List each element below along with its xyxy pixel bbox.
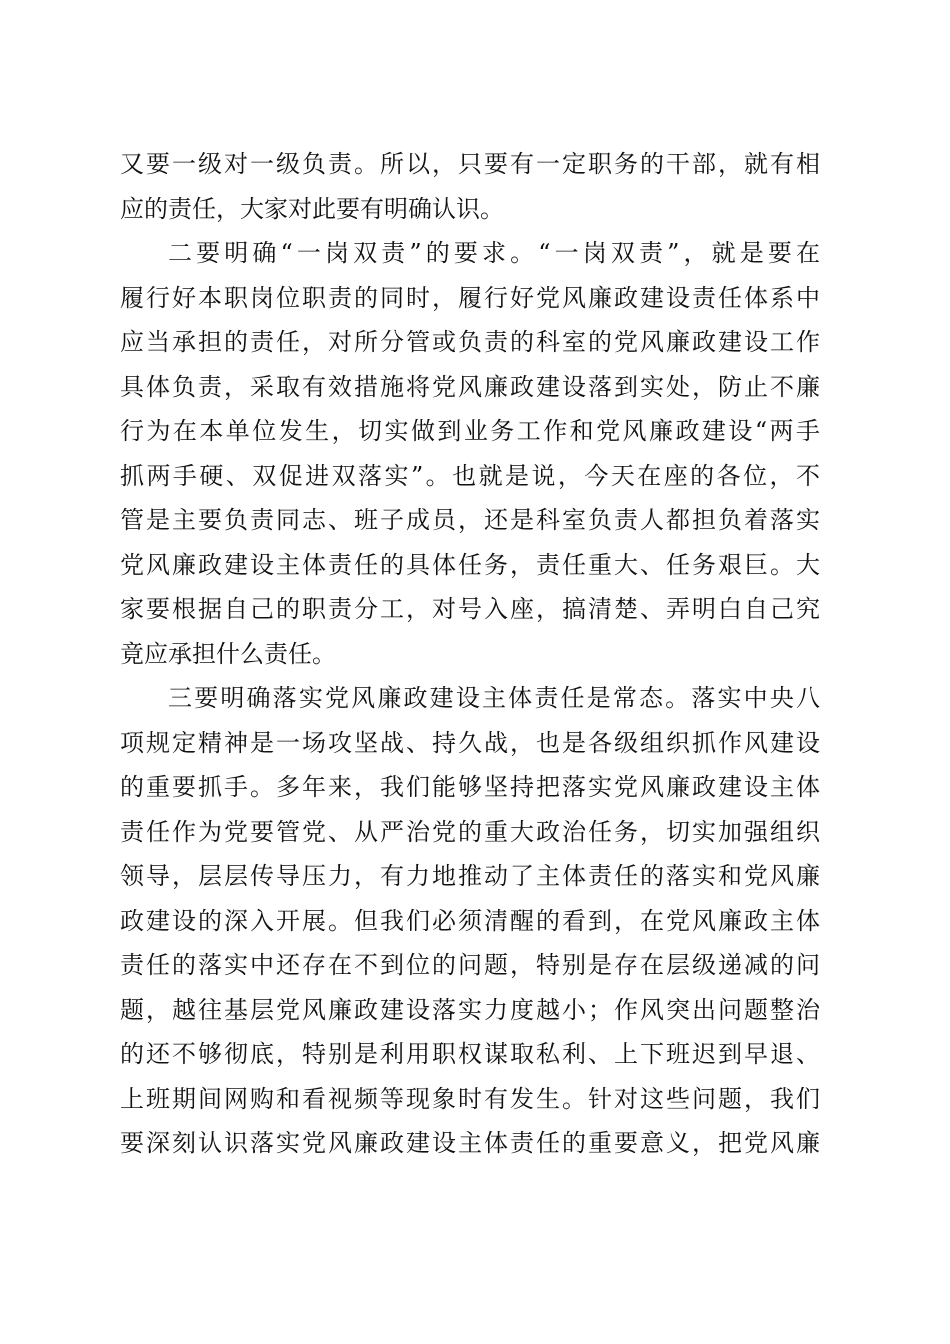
text-line: 竟应承担什么责任。 <box>120 639 336 668</box>
text-line: 的重要抓手。多年来，我们能够坚持把落实党风廉政建设主体 <box>120 773 820 801</box>
text-line: 党风廉政建设主体责任的具体任务，责任重大、任务艰巨。大 <box>120 550 820 579</box>
text-line: 具体负责，采取有效措施将党风廉政建设落到实处，防止不廉 <box>120 372 820 401</box>
text-line: 履行好本职岗位职责的同时，履行好党风廉政建设责任体系中 <box>120 283 820 312</box>
text-line: 家要根据自己的职责分工，对号入座，搞清楚、弄明白自己究 <box>120 595 820 623</box>
text-line: 应当承担的责任，对所分管或负责的科室的党风廉政建设工作 <box>120 328 820 356</box>
text-line: 应的责任，大家对此要有明确认识。 <box>120 194 504 223</box>
text-line: 责任的落实中还存在不到位的问题，特别是存在层级递减的问 <box>120 951 820 979</box>
text-line: 二要明确“一岗双责”的要求。“一岗双责”，就是要在 <box>168 239 820 267</box>
text-line: 行为在本单位发生，切实做到业务工作和党风廉政建设“两手 <box>120 417 820 445</box>
text-line: 又要一级对一级负责。所以，只要有一定职务的干部，就有相 <box>120 150 820 178</box>
text-line: 抓两手硬、双促进双落实”。也就是说，今天在座的各位，不 <box>120 461 820 490</box>
text-line: 领导，层层传导压力，有力地推动了主体责任的落实和党风廉 <box>120 862 820 890</box>
text-line: 三要明确落实党风廉政建设主体责任是常态。落实中央八 <box>168 684 820 712</box>
text-line: 项规定精神是一场攻坚战、持久战，也是各级组织抓作风建设 <box>120 728 820 757</box>
text-line: 要深刻认识落实党风廉政建设主体责任的重要意义，把党风廉 <box>120 1129 820 1157</box>
text-line: 的还不够彻底，特别是利用职权谋取私利、上下班迟到早退、 <box>120 1040 820 1068</box>
text-line: 上班期间网购和看视频等现象时有发生。针对这些问题，我们 <box>120 1084 820 1113</box>
text-line: 政建设的深入开展。但我们必须清醒的看到，在党风廉政主体 <box>120 906 820 935</box>
text-line: 管是主要负责同志、班子成员，还是科室负责人都担负着落实 <box>120 506 820 534</box>
document-body <box>120 142 820 1166</box>
text-line: 责任作为党要管党、从严治党的重大政治任务，切实加强组织 <box>120 817 820 846</box>
text-line: 题，越往基层党风廉政建设落实力度越小；作风突出问题整治 <box>120 995 820 1024</box>
